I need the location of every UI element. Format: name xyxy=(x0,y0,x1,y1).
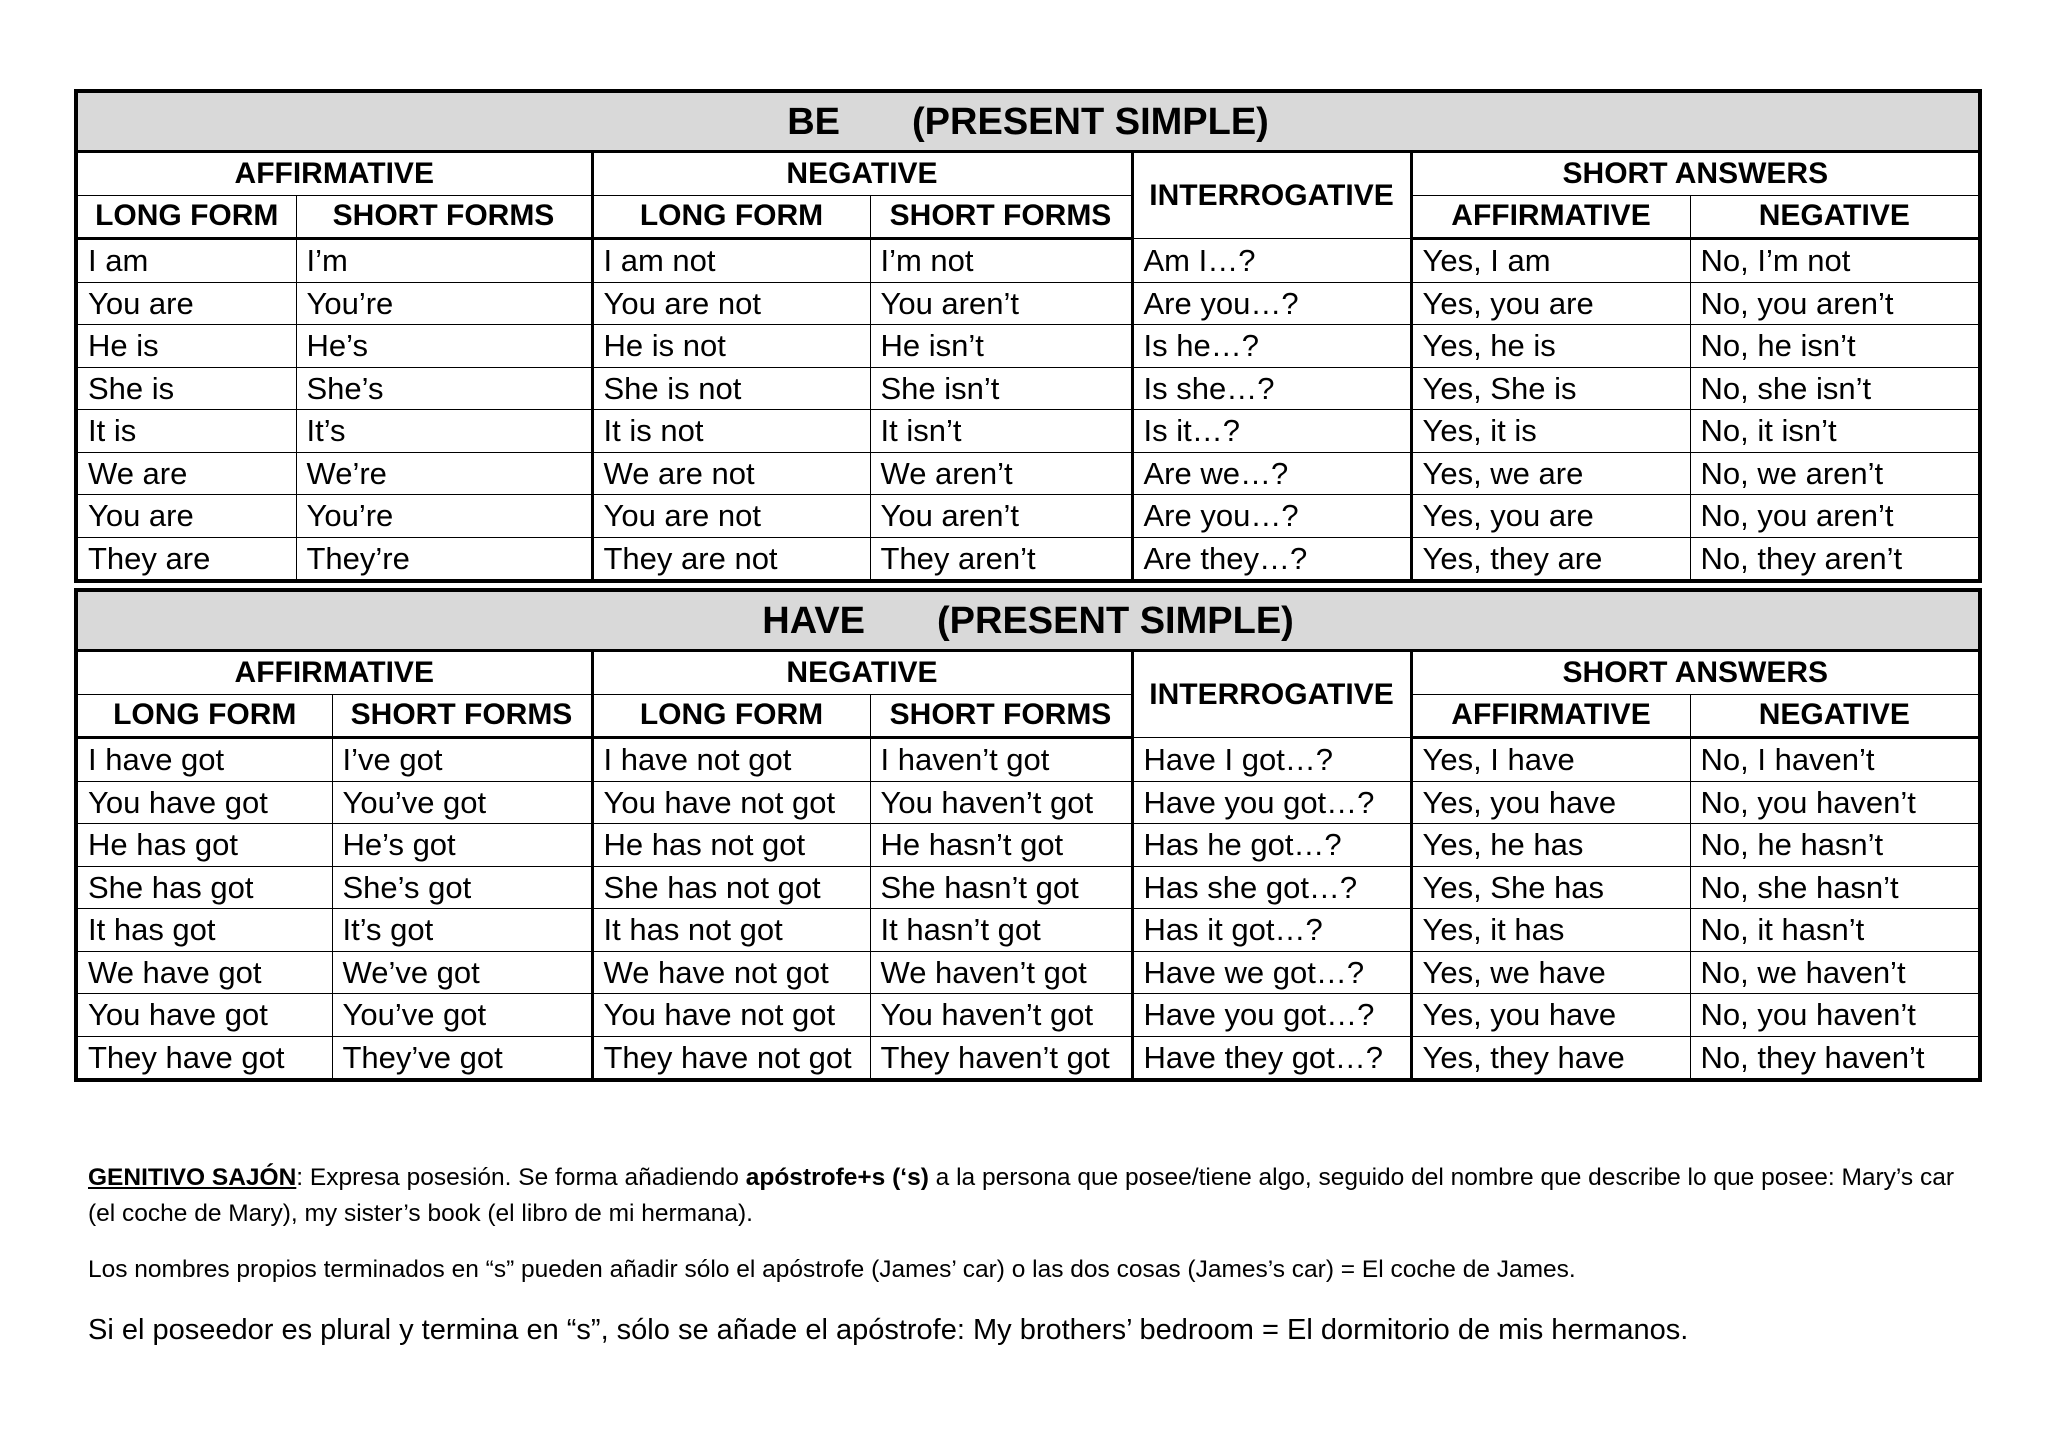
answer-affirmative-cell: Yes, I am xyxy=(1411,239,1690,283)
negative-long-form-cell: You are not xyxy=(592,282,870,325)
long-form-cell: They have got xyxy=(76,1036,332,1080)
interrogative-cell: Has she got…? xyxy=(1132,866,1411,909)
answer-negative-cell: No, he hasn’t xyxy=(1690,824,1980,867)
table-row xyxy=(76,367,1980,410)
negative-short-form-cell: It hasn’t got xyxy=(870,909,1132,952)
have-present-simple-table xyxy=(74,588,1982,1082)
title-tense: (PRESENT SIMPLE) xyxy=(912,100,1269,143)
table-row xyxy=(76,994,1980,1037)
long-form-cell: You are xyxy=(76,282,296,325)
negative-long-form-cell: They are not xyxy=(592,537,870,581)
short-form-cell: He’s got xyxy=(332,824,592,867)
title-verb: HAVE xyxy=(762,599,866,642)
header-answer-affirmative: AFFIRMATIVE xyxy=(1411,694,1690,738)
negative-short-form-cell: She isn’t xyxy=(870,367,1132,410)
header-answer-affirmative: AFFIRMATIVE xyxy=(1411,195,1690,239)
table-row xyxy=(76,1036,1980,1080)
short-form-cell: She’s got xyxy=(332,866,592,909)
answer-affirmative-cell: Yes, I have xyxy=(1411,738,1690,782)
answer-affirmative-cell: Yes, She is xyxy=(1411,367,1690,410)
answer-affirmative-cell: Yes, we have xyxy=(1411,951,1690,994)
answer-affirmative-cell: Yes, it is xyxy=(1411,410,1690,453)
negative-long-form-cell: You have not got xyxy=(592,994,870,1037)
negative-short-form-cell: You aren’t xyxy=(870,495,1132,538)
interrogative-cell: Have you got…? xyxy=(1132,994,1411,1037)
interrogative-cell: Have I got…? xyxy=(1132,738,1411,782)
long-form-cell: You have got xyxy=(76,781,332,824)
short-form-cell: It’s xyxy=(296,410,592,453)
short-form-cell: You’ve got xyxy=(332,781,592,824)
interrogative-cell: Is it…? xyxy=(1132,410,1411,453)
header-affirmative: AFFIRMATIVE xyxy=(76,651,592,695)
short-form-cell: They’re xyxy=(296,537,592,581)
header-interrogative: INTERROGATIVE xyxy=(1132,651,1411,738)
answer-affirmative-cell: Yes, they have xyxy=(1411,1036,1690,1080)
genitive-bold: apóstrofe+s (‘s) xyxy=(745,1164,929,1191)
negative-long-form-cell: We have not got xyxy=(592,951,870,994)
answer-negative-cell: No, you aren’t xyxy=(1690,495,1980,538)
table-row xyxy=(76,866,1980,909)
table-row xyxy=(76,325,1980,368)
short-form-cell: I’ve got xyxy=(332,738,592,782)
negative-long-form-cell: You are not xyxy=(592,495,870,538)
answer-negative-cell: No, they haven’t xyxy=(1690,1036,1980,1080)
long-form-cell: It is xyxy=(76,410,296,453)
interrogative-cell: Am I…? xyxy=(1132,239,1411,283)
be-present-simple-table xyxy=(74,89,1982,583)
interrogative-cell: Is she…? xyxy=(1132,367,1411,410)
negative-long-form-cell: We are not xyxy=(592,452,870,495)
short-form-cell: They’ve got xyxy=(332,1036,592,1080)
answer-affirmative-cell: Yes, you are xyxy=(1411,282,1690,325)
interrogative-cell: Is he…? xyxy=(1132,325,1411,368)
answer-affirmative-cell: Yes, you are xyxy=(1411,495,1690,538)
negative-short-form-cell: He hasn’t got xyxy=(870,824,1132,867)
negative-long-form-cell: They have not got xyxy=(592,1036,870,1080)
negative-long-form-cell: It is not xyxy=(592,410,870,453)
long-form-cell: It has got xyxy=(76,909,332,952)
long-form-cell: You have got xyxy=(76,994,332,1037)
header-negative-short-forms: SHORT FORMS xyxy=(870,195,1132,239)
negative-short-form-cell: You aren’t xyxy=(870,282,1132,325)
long-form-cell: She is xyxy=(76,367,296,410)
header-interrogative: INTERROGATIVE xyxy=(1132,152,1411,239)
long-form-cell: We have got xyxy=(76,951,332,994)
header-negative: NEGATIVE xyxy=(592,651,1132,695)
negative-short-form-cell: He isn’t xyxy=(870,325,1132,368)
have-table-title xyxy=(76,590,1980,651)
long-form-cell: I have got xyxy=(76,738,332,782)
interrogative-cell: Are you…? xyxy=(1132,495,1411,538)
answer-negative-cell: No, I’m not xyxy=(1690,239,1980,283)
header-negative-long-form: LONG FORM xyxy=(592,694,870,738)
short-form-cell: You’re xyxy=(296,282,592,325)
negative-long-form-cell: You have not got xyxy=(592,781,870,824)
long-form-cell: He has got xyxy=(76,824,332,867)
answer-negative-cell: No, I haven’t xyxy=(1690,738,1980,782)
negative-long-form-cell: I am not xyxy=(592,239,870,283)
long-form-cell: We are xyxy=(76,452,296,495)
header-long-form: LONG FORM xyxy=(76,694,332,738)
short-form-cell: She’s xyxy=(296,367,592,410)
table-row xyxy=(76,951,1980,994)
table-row xyxy=(76,738,1980,782)
answer-negative-cell: No, they aren’t xyxy=(1690,537,1980,581)
negative-short-form-cell: You haven’t got xyxy=(870,781,1132,824)
negative-short-form-cell: They aren’t xyxy=(870,537,1132,581)
table-row xyxy=(76,495,1980,538)
short-form-cell: We’re xyxy=(296,452,592,495)
answer-affirmative-cell: Yes, they are xyxy=(1411,537,1690,581)
interrogative-cell: Have you got…? xyxy=(1132,781,1411,824)
title-verb: BE xyxy=(787,100,841,143)
negative-long-form-cell: He is not xyxy=(592,325,870,368)
genitive-note xyxy=(88,1160,1988,1232)
header-answer-negative: NEGATIVE xyxy=(1690,195,1980,239)
genitive-rest: a la persona que posee/tiene algo, seguido del nombre que describe lo que posee: Mary’s car (el coche de Mary), my sister’s book (el libro de mi hermana). xyxy=(88,1164,1955,1227)
header-short-forms: SHORT FORMS xyxy=(296,195,592,239)
long-form-cell: She has got xyxy=(76,866,332,909)
title-tense: (PRESENT SIMPLE) xyxy=(937,599,1294,642)
header-short-answers: SHORT ANSWERS xyxy=(1411,152,1980,196)
short-form-cell: I’m xyxy=(296,239,592,283)
negative-long-form-cell: She has not got xyxy=(592,866,870,909)
answer-negative-cell: No, you haven’t xyxy=(1690,994,1980,1037)
negative-long-form-cell: He has not got xyxy=(592,824,870,867)
table-row xyxy=(76,824,1980,867)
long-form-cell: They are xyxy=(76,537,296,581)
answer-affirmative-cell: Yes, you have xyxy=(1411,994,1690,1037)
answer-negative-cell: No, you haven’t xyxy=(1690,781,1980,824)
header-negative-short-forms: SHORT FORMS xyxy=(870,694,1132,738)
short-form-cell: You’re xyxy=(296,495,592,538)
answer-negative-cell: No, you aren’t xyxy=(1690,282,1980,325)
negative-long-form-cell: It has not got xyxy=(592,909,870,952)
table-row xyxy=(76,909,1980,952)
answer-affirmative-cell: Yes, She has xyxy=(1411,866,1690,909)
answer-negative-cell: No, she isn’t xyxy=(1690,367,1980,410)
answer-affirmative-cell: Yes, he has xyxy=(1411,824,1690,867)
table-row xyxy=(76,537,1980,581)
header-short-forms: SHORT FORMS xyxy=(332,694,592,738)
negative-short-form-cell: It isn’t xyxy=(870,410,1132,453)
plural-note: Si el poseedor es plural y termina en “s”, sólo se añade el apóstrofe: My brothers’ bedroom = El dormitorio de mis hermanos. xyxy=(88,1314,1689,1346)
header-negative-long-form: LONG FORM xyxy=(592,195,870,239)
negative-short-form-cell: They haven’t got xyxy=(870,1036,1132,1080)
proper-names-note: Los nombres propios terminados en “s” pueden añadir sólo el apóstrofe (James’ car) o las dos cosas (James’s car) = El coche de James. xyxy=(88,1256,1576,1283)
long-form-cell: You are xyxy=(76,495,296,538)
negative-short-form-cell: We aren’t xyxy=(870,452,1132,495)
short-form-cell: He’s xyxy=(296,325,592,368)
header-long-form: LONG FORM xyxy=(76,195,296,239)
answer-affirmative-cell: Yes, you have xyxy=(1411,781,1690,824)
negative-long-form-cell: She is not xyxy=(592,367,870,410)
interrogative-cell: Are we…? xyxy=(1132,452,1411,495)
short-form-cell: You’ve got xyxy=(332,994,592,1037)
answer-negative-cell: No, it hasn’t xyxy=(1690,909,1980,952)
answer-affirmative-cell: Yes, we are xyxy=(1411,452,1690,495)
genitive-label: GENITIVO SAJÓN xyxy=(88,1164,297,1191)
table-row xyxy=(76,239,1980,283)
header-affirmative: AFFIRMATIVE xyxy=(76,152,592,196)
answer-negative-cell: No, we haven’t xyxy=(1690,951,1980,994)
short-form-cell: It’s got xyxy=(332,909,592,952)
header-short-answers: SHORT ANSWERS xyxy=(1411,651,1980,695)
long-form-cell: He is xyxy=(76,325,296,368)
table-row xyxy=(76,282,1980,325)
header-answer-negative: NEGATIVE xyxy=(1690,694,1980,738)
answer-negative-cell: No, it isn’t xyxy=(1690,410,1980,453)
interrogative-cell: Have we got…? xyxy=(1132,951,1411,994)
long-form-cell: I am xyxy=(76,239,296,283)
negative-short-form-cell: We haven’t got xyxy=(870,951,1132,994)
table-row xyxy=(76,452,1980,495)
negative-short-form-cell: I haven’t got xyxy=(870,738,1132,782)
negative-short-form-cell: I’m not xyxy=(870,239,1132,283)
negative-short-form-cell: You haven’t got xyxy=(870,994,1132,1037)
genitive-intro: : Expresa posesión. Se forma añadiendo xyxy=(296,1164,746,1191)
interrogative-cell: Have they got…? xyxy=(1132,1036,1411,1080)
answer-negative-cell: No, she hasn’t xyxy=(1690,866,1980,909)
header-negative: NEGATIVE xyxy=(592,152,1132,196)
answer-negative-cell: No, he isn’t xyxy=(1690,325,1980,368)
interrogative-cell: Has it got…? xyxy=(1132,909,1411,952)
interrogative-cell: Are they…? xyxy=(1132,537,1411,581)
short-form-cell: We’ve got xyxy=(332,951,592,994)
be-table-title xyxy=(76,91,1980,152)
answer-negative-cell: No, we aren’t xyxy=(1690,452,1980,495)
interrogative-cell: Has he got…? xyxy=(1132,824,1411,867)
answer-affirmative-cell: Yes, he is xyxy=(1411,325,1690,368)
interrogative-cell: Are you…? xyxy=(1132,282,1411,325)
table-row xyxy=(76,781,1980,824)
answer-affirmative-cell: Yes, it has xyxy=(1411,909,1690,952)
negative-short-form-cell: She hasn’t got xyxy=(870,866,1132,909)
negative-long-form-cell: I have not got xyxy=(592,738,870,782)
table-row xyxy=(76,410,1980,453)
